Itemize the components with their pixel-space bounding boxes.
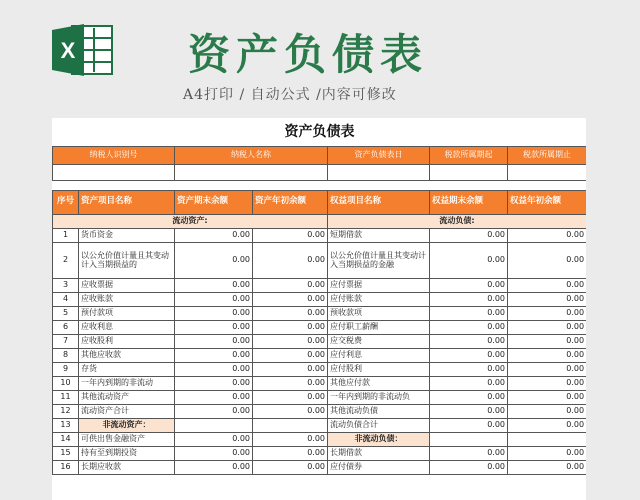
table-row (53, 242, 587, 278)
equity-end-value[interactable]: 0.00 (430, 404, 508, 418)
table-row (53, 348, 587, 362)
asset-begin-value[interactable]: 0.00 (253, 348, 328, 362)
asset-begin-value[interactable]: 0.00 (253, 278, 328, 292)
asset-begin-value[interactable]: 0.00 (253, 432, 328, 446)
col-header-asset-end: 资产期末余额 (175, 190, 253, 214)
asset-name[interactable]: 其他流动资产 (79, 390, 175, 404)
asset-begin-value[interactable]: 0.00 (253, 404, 328, 418)
equity-end-value[interactable]: 0.00 (430, 362, 508, 376)
equity-name[interactable]: 应付票据 (328, 278, 430, 292)
equity-name[interactable]: 其他应付款 (328, 376, 430, 390)
asset-name[interactable]: 应收利息 (79, 320, 175, 334)
excel-logo-letter: X (60, 38, 76, 63)
equity-name[interactable]: 应付债券 (328, 460, 430, 474)
table-row (53, 446, 587, 460)
equity-begin-value[interactable]: 0.00 (508, 362, 587, 376)
asset-end-value[interactable]: 0.00 (175, 292, 253, 306)
page-title: 资产负债表 (188, 30, 429, 79)
excel-icon (50, 22, 114, 78)
equity-name[interactable]: 以公允价值计量且其变动计入当期损益的金融 (328, 242, 430, 278)
asset-end-value[interactable]: 0.00 (175, 278, 253, 292)
asset-name[interactable]: 可供出售金融资产 (79, 432, 175, 446)
asset-name[interactable]: 应收票据 (79, 278, 175, 292)
table-row (53, 404, 587, 418)
row-index[interactable]: 1 (53, 228, 79, 242)
asset-end-value[interactable]: 0.00 (175, 390, 253, 404)
equity-end-value[interactable]: 0.00 (430, 242, 508, 278)
table-row (53, 278, 587, 292)
table-row (53, 376, 587, 390)
asset-begin-value[interactable]: 0.00 (253, 242, 328, 278)
table-row (53, 460, 587, 474)
table-row (53, 418, 587, 432)
equity-end-value[interactable]: 0.00 (430, 460, 508, 474)
asset-end-value[interactable]: 0.00 (175, 362, 253, 376)
equity-begin-value[interactable]: 0.00 (508, 320, 587, 334)
col-header-index: 序号 (53, 190, 79, 214)
asset-begin-value[interactable]: 0.00 (253, 460, 328, 474)
equity-end-value[interactable]: 0.00 (430, 390, 508, 404)
period-start-cell[interactable] (430, 164, 508, 180)
equity-begin-value[interactable]: 0.00 (508, 306, 587, 320)
col-header-equity-name: 权益项目名称 (328, 190, 430, 214)
asset-name[interactable]: 货币资金 (79, 228, 175, 242)
equity-name[interactable]: 流动负债合计 (328, 418, 430, 432)
col-header-asset-name: 资产项目名称 (79, 190, 175, 214)
asset-end-value[interactable]: 0.00 (175, 348, 253, 362)
table-row (53, 306, 587, 320)
asset-name[interactable]: 长期应收款 (79, 460, 175, 474)
equity-name[interactable]: 应付账款 (328, 292, 430, 306)
asset-begin-value[interactable]: 0.00 (253, 228, 328, 242)
table-row (53, 292, 587, 306)
equity-begin-value[interactable]: 0.00 (508, 242, 587, 278)
equity-end-value[interactable]: 0.00 (430, 376, 508, 390)
section-noncurrent-liabilities[interactable]: 非流动负债： (328, 432, 430, 446)
report-date-header: 资产负债表日 (328, 146, 430, 164)
asset-name[interactable]: 预付款项 (79, 306, 175, 320)
row-index[interactable]: 12 (53, 404, 79, 418)
asset-name[interactable]: 应收账款 (79, 292, 175, 306)
row-index[interactable]: 3 (53, 278, 79, 292)
col-header-equity-end: 权益期末余额 (430, 190, 508, 214)
table-row (53, 228, 587, 242)
equity-begin-value[interactable]: 0.00 (508, 390, 587, 404)
equity-end-value[interactable]: 0.00 (430, 418, 508, 432)
spacer-row (53, 180, 587, 190)
asset-end-value[interactable]: 0.00 (175, 446, 253, 460)
equity-begin-value[interactable]: 0.00 (508, 292, 587, 306)
asset-begin-value[interactable]: 0.00 (253, 292, 328, 306)
equity-end-value[interactable]: 0.00 (430, 292, 508, 306)
row-index[interactable]: 13 (53, 418, 79, 432)
col-header-equity-begin: 权益年初余额 (508, 190, 587, 214)
equity-end-value[interactable]: 0.00 (430, 446, 508, 460)
table-row (53, 320, 587, 334)
page-subtitle: A4打印 / 自动公式 /内容可修改 (183, 87, 397, 103)
asset-name[interactable]: 存货 (79, 362, 175, 376)
table-row (53, 432, 587, 446)
equity-end-value[interactable]: 0.00 (430, 320, 508, 334)
equity-begin-value[interactable]: 0.00 (508, 278, 587, 292)
asset-begin-value[interactable]: 0.00 (253, 362, 328, 376)
asset-name[interactable]: 应收股利 (79, 334, 175, 348)
row-index[interactable]: 9 (53, 362, 79, 376)
taxpayer-id-header: 纳税人识别号 (53, 146, 175, 164)
equity-end-value[interactable]: 0.00 (430, 334, 508, 348)
table-row (53, 334, 587, 348)
equity-end-value[interactable]: 0.00 (430, 306, 508, 320)
equity-name[interactable]: 预收款项 (328, 306, 430, 320)
period-end-cell[interactable] (508, 164, 587, 180)
period-end-header: 税款所属期止 (508, 146, 587, 164)
spreadsheet (52, 118, 586, 500)
equity-end-value[interactable] (430, 432, 508, 446)
row-index[interactable]: 11 (53, 390, 79, 404)
section-current-assets: 流动资产: (53, 214, 328, 228)
asset-begin-value[interactable]: 0.00 (253, 390, 328, 404)
equity-name[interactable]: 应交税费 (328, 334, 430, 348)
asset-end-value[interactable]: 0.00 (175, 228, 253, 242)
section-noncurrent-assets[interactable]: 非流动资产： (79, 418, 175, 432)
asset-begin-value[interactable]: 0.00 (253, 446, 328, 460)
section-current-liabilities: 流动负债: (328, 214, 587, 228)
taxpayer-name-cell[interactable] (175, 164, 328, 180)
row-index[interactable]: 6 (53, 320, 79, 334)
asset-begin-value[interactable]: 0.00 (253, 306, 328, 320)
equity-name[interactable]: 应付股利 (328, 362, 430, 376)
row-index[interactable]: 16 (53, 460, 79, 474)
equity-begin-value[interactable]: 0.00 (508, 334, 587, 348)
asset-end-value[interactable]: 0.00 (175, 242, 253, 278)
equity-begin-value[interactable]: 0.00 (508, 376, 587, 390)
asset-end-value[interactable]: 0.00 (175, 376, 253, 390)
equity-begin-value[interactable]: 0.00 (508, 460, 587, 474)
asset-end-value[interactable]: 0.00 (175, 432, 253, 446)
equity-name[interactable]: 短期借款 (328, 228, 430, 242)
equity-begin-value[interactable]: 0.00 (508, 404, 587, 418)
taxpayer-id-cell[interactable] (53, 164, 175, 180)
asset-end-value[interactable]: 0.00 (175, 306, 253, 320)
table-row (53, 362, 587, 376)
table-row (53, 390, 587, 404)
asset-end-value[interactable]: 0.00 (175, 320, 253, 334)
equity-end-value[interactable]: 0.00 (430, 348, 508, 362)
equity-begin-value[interactable]: 0.00 (508, 228, 587, 242)
row-index[interactable]: 4 (53, 292, 79, 306)
column-header-row (53, 190, 587, 214)
equity-end-value[interactable]: 0.00 (430, 228, 508, 242)
equity-name[interactable]: 应付利息 (328, 348, 430, 362)
taxpayer-name-header: 纳税人名称 (175, 146, 328, 164)
asset-name[interactable]: 以公允价值计量且其变动计入当期损益的 (79, 242, 175, 278)
asset-end-value[interactable]: 0.00 (175, 404, 253, 418)
col-header-asset-begin: 资产年初余额 (253, 190, 328, 214)
asset-begin-value[interactable]: 0.00 (253, 320, 328, 334)
equity-begin-value[interactable]: 0.00 (508, 348, 587, 362)
equity-name[interactable]: 应付职工薪酬 (328, 320, 430, 334)
info-header-row (53, 146, 587, 164)
equity-begin-value[interactable]: 0.00 (508, 446, 587, 460)
sheet-title-row (53, 118, 587, 146)
section-row (53, 214, 587, 228)
equity-name[interactable]: 一年内到期的非流动负 (328, 390, 430, 404)
row-index[interactable]: 10 (53, 376, 79, 390)
banner (0, 0, 640, 116)
info-value-row (53, 164, 587, 180)
equity-end-value[interactable]: 0.00 (430, 278, 508, 292)
row-index[interactable]: 7 (53, 334, 79, 348)
equity-name[interactable]: 长期借款 (328, 446, 430, 460)
balance-sheet-table (52, 118, 586, 475)
equity-begin-value[interactable]: 0.00 (508, 418, 587, 432)
asset-name[interactable]: 一年内到期的非流动 (79, 376, 175, 390)
equity-begin-value[interactable] (508, 432, 587, 446)
row-index[interactable]: 2 (53, 242, 79, 278)
asset-begin-value[interactable]: 0.00 (253, 334, 328, 348)
asset-name[interactable]: 其他应收款 (79, 348, 175, 362)
row-index[interactable]: 5 (53, 306, 79, 320)
asset-name[interactable]: 流动资产合计 (79, 404, 175, 418)
row-index[interactable]: 15 (53, 446, 79, 460)
asset-name[interactable]: 持有至到期投资 (79, 446, 175, 460)
row-index[interactable]: 14 (53, 432, 79, 446)
asset-end-value[interactable] (175, 418, 253, 432)
asset-end-value[interactable]: 0.00 (175, 334, 253, 348)
asset-end-value[interactable]: 0.00 (175, 460, 253, 474)
sheet-title: 资产负债表 (284, 123, 355, 140)
period-start-header: 税款所属期起 (430, 146, 508, 164)
equity-name[interactable]: 其他流动负债 (328, 404, 430, 418)
row-index[interactable]: 8 (53, 348, 79, 362)
asset-begin-value[interactable] (253, 418, 328, 432)
data-rows (53, 228, 587, 474)
report-date-cell[interactable] (328, 164, 430, 180)
asset-begin-value[interactable]: 0.00 (253, 376, 328, 390)
